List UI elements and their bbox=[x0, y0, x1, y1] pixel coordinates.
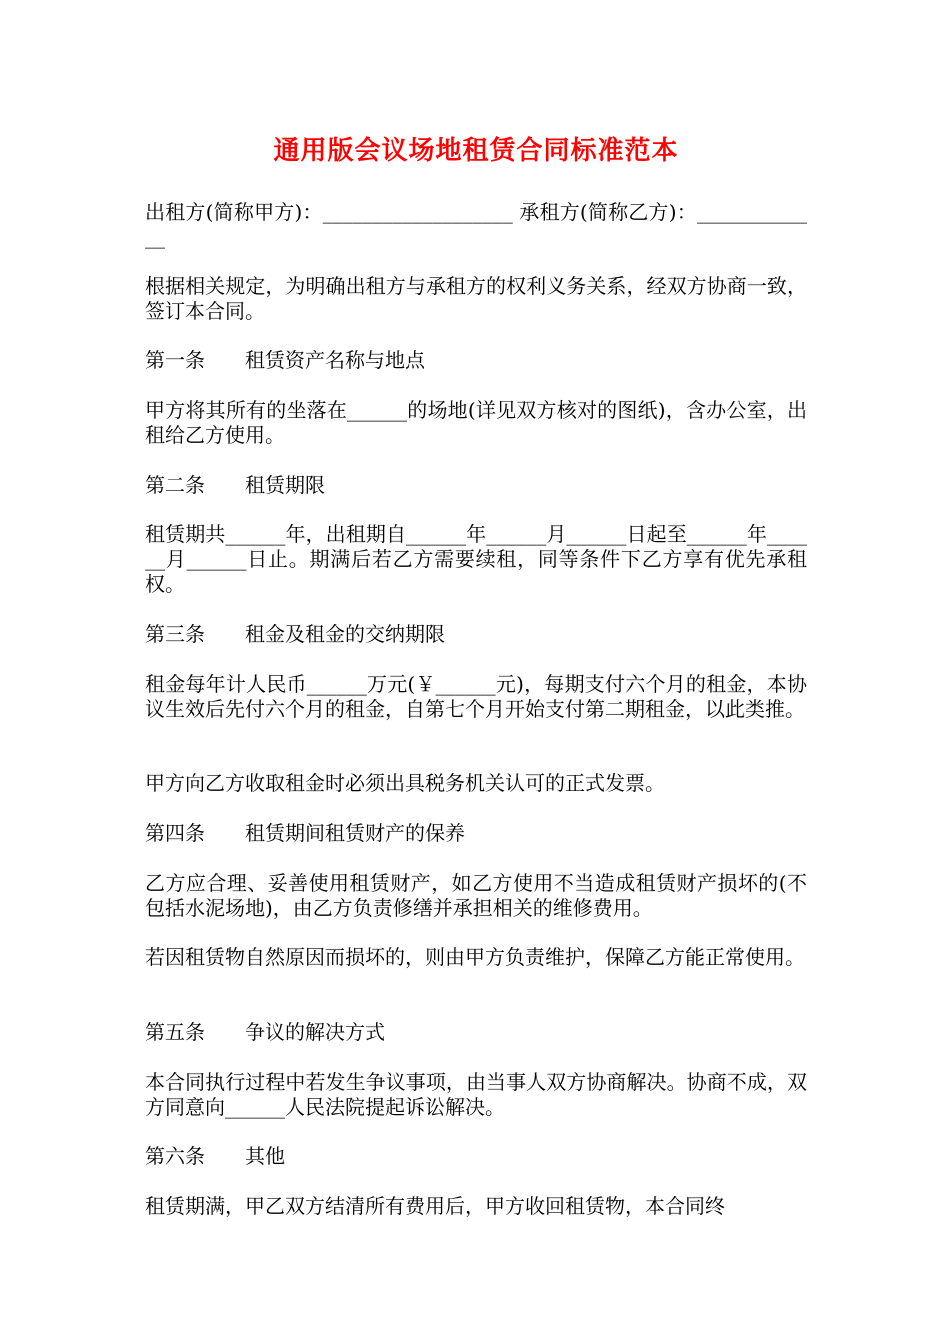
article-4-heading bbox=[145, 821, 807, 846]
article-4-paragraph-2: 若因租赁物自然原因而损坏的，则由甲方负责维护，保障乙方能正常使用。 bbox=[145, 945, 805, 969]
article-6-paragraph-1: 租赁期满，甲乙双方结清所有费用后，甲方收回租赁物，本合同终 bbox=[145, 1194, 725, 1218]
article-title: 租金及租金的交纳期限 bbox=[245, 622, 445, 646]
intro-paragraph: 根据相关规定，为明确出租方与承租方的权利义务关系，经双方协商一致，签订本合同。 bbox=[145, 274, 807, 323]
article-6-heading bbox=[145, 1144, 807, 1169]
article-title: 其他 bbox=[245, 1144, 285, 1168]
article-5-heading bbox=[145, 1020, 807, 1045]
article-2-paragraph-1: 租赁期共______年，出租期自______年______月______日起至______年______月______日止。期满后若乙方需要续租，同等条件下乙方享有优先承租权。 bbox=[145, 522, 807, 596]
article-number: 第一条 bbox=[145, 348, 205, 372]
article-number: 第五条 bbox=[145, 1020, 205, 1044]
article-5-paragraph-1: 本合同执行过程中若发生争议事项，由当事人双方协商解决。协商不成，双方同意向______人民法院提起诉讼解决。 bbox=[145, 1070, 807, 1119]
article-number: 第二条 bbox=[145, 473, 205, 497]
article-number: 第三条 bbox=[145, 622, 205, 646]
article-3-heading bbox=[145, 622, 807, 647]
article-title: 租赁期限 bbox=[245, 473, 325, 497]
article-4-paragraph-1: 乙方应合理、妥善使用租赁财产，如乙方使用不当造成租赁财产损坏的(不包括水泥场地)，由乙方负责修缮并承担相关的维修费用。 bbox=[145, 871, 807, 920]
article-3-paragraph-2: 甲方向乙方收取租金时必须出具税务机关认可的正式发票。 bbox=[145, 771, 665, 795]
article-1-heading bbox=[145, 348, 807, 373]
parties-line: 出租方(简称甲方)：___________________ 承租方(简称乙方)：_____________ bbox=[145, 200, 807, 249]
article-2-heading bbox=[145, 473, 807, 498]
article-number: 第六条 bbox=[145, 1144, 205, 1168]
article-title: 租赁期间租赁财产的保养 bbox=[245, 821, 465, 845]
document-title: 通用版会议场地租赁合同标准范本 bbox=[273, 136, 679, 166]
article-title: 争议的解决方式 bbox=[245, 1020, 385, 1044]
article-title: 租赁资产名称与地点 bbox=[245, 348, 425, 372]
article-1-paragraph-1: 甲方将其所有的坐落在______的场地(详见双方核对的图纸)，含办公室，出租给乙方使用。 bbox=[145, 398, 807, 447]
article-number: 第四条 bbox=[145, 821, 205, 845]
article-3-paragraph-1: 租金每年计人民币______万元(￥______元)，每期支付六个月的租金，本协议生效后先付六个月的租金，自第七个月开始支付第二期租金，以此类推。 bbox=[145, 672, 807, 721]
